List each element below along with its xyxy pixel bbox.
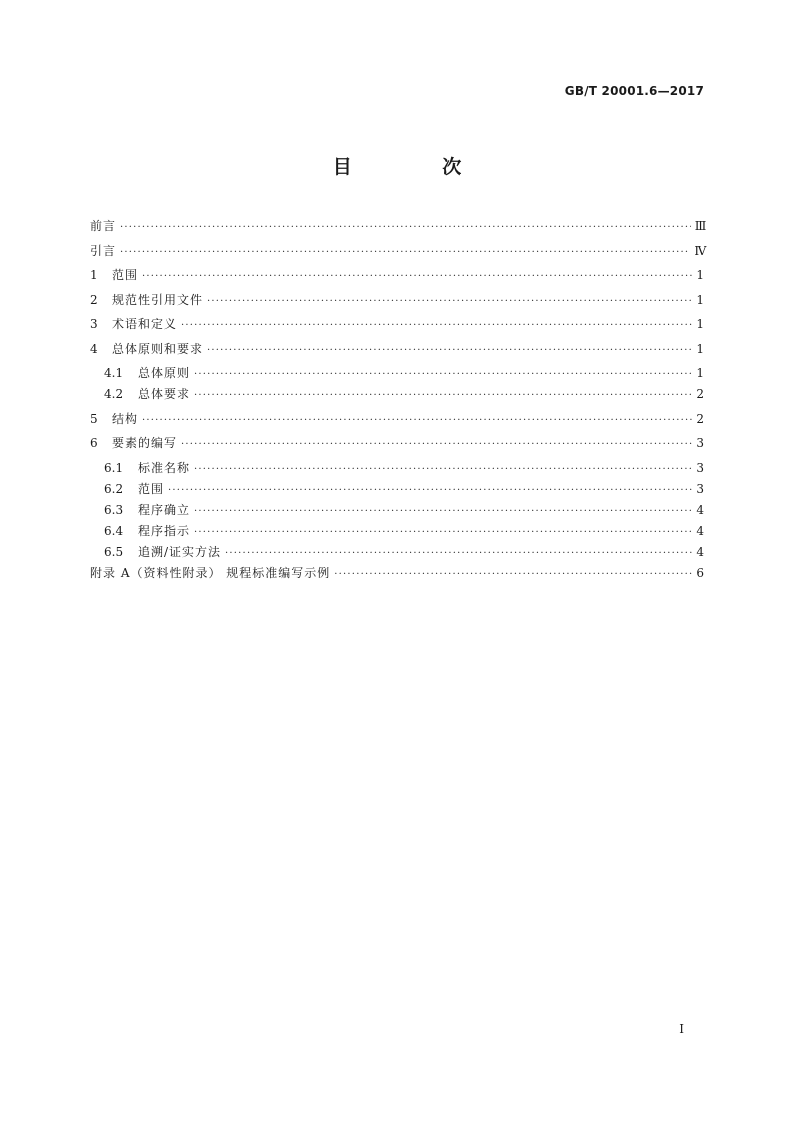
- toc-dot-leader: [120, 242, 690, 263]
- toc-entry-number: 4: [90, 341, 98, 356]
- toc-entry-section-2[interactable]: [90, 290, 704, 311]
- toc-entry-title: 要素的编写: [112, 436, 178, 450]
- toc-entry-title: 总体原则: [138, 366, 191, 380]
- toc-entry-number: 6: [90, 436, 98, 450]
- toc-entry-title: 程序指示: [138, 523, 191, 538]
- toc-entry-title: 总体要求: [138, 387, 191, 401]
- page-number: I: [679, 1022, 684, 1036]
- toc-entry-title: 术语和定义: [112, 317, 178, 331]
- toc-entry-title: 范围: [112, 268, 139, 282]
- toc-entry-section-3[interactable]: [90, 314, 704, 335]
- toc-entry-page: 3: [696, 436, 704, 450]
- toc-entry-section-6-3[interactable]: [90, 500, 704, 521]
- toc-dot-leader: [142, 266, 692, 287]
- toc-entry-page: 3: [696, 460, 704, 475]
- toc-entry-annex-a[interactable]: [90, 563, 704, 584]
- toc-dot-leader: [194, 364, 692, 385]
- toc-entry-foreword[interactable]: [90, 216, 707, 237]
- toc-dot-leader: [194, 501, 692, 522]
- toc-dot-leader: [181, 315, 692, 336]
- toc-dot-leader: [142, 410, 692, 431]
- toc-entry-section-6-5[interactable]: [90, 542, 704, 563]
- toc-entry-page: 6: [696, 565, 704, 580]
- toc-dot-leader: [334, 564, 692, 585]
- toc-entry-section-4-1[interactable]: [90, 363, 704, 384]
- toc-entry-page: 2: [696, 411, 704, 426]
- toc-entry-number: 4.1: [104, 366, 124, 380]
- toc-entry-section-6-2[interactable]: [90, 479, 704, 500]
- toc-entry-number: 4.2: [104, 387, 124, 401]
- toc-entry-page: 1: [696, 268, 704, 282]
- toc-entry-number: 6.4: [104, 523, 124, 538]
- toc-entry-title: 引言: [90, 243, 117, 258]
- toc-dot-leader: [225, 543, 692, 564]
- toc-entry-number: 6.5: [104, 544, 124, 559]
- toc-entry-title: 结构: [112, 411, 139, 426]
- toc-dot-leader: [194, 385, 692, 406]
- toc-entry-page: 1: [696, 366, 704, 380]
- toc-dot-leader: [207, 340, 692, 361]
- toc-entry-title: 标准名称: [138, 460, 191, 475]
- toc-entry-page: 4: [696, 544, 704, 559]
- toc-entry-number: 2: [90, 292, 98, 307]
- toc-entry-number: 6.1: [104, 460, 124, 475]
- toc-entry-section-5[interactable]: [90, 409, 704, 430]
- toc-entry-page: 4: [696, 523, 704, 538]
- toc-entry-title: 前言: [90, 219, 117, 233]
- toc-entry-page: 4: [696, 502, 704, 517]
- toc-entry-title: 附录 A（资料性附录） 规程标准编写示例: [90, 565, 331, 580]
- toc-entry-title: 范围: [138, 481, 165, 496]
- toc-entry-page: 3: [696, 481, 704, 496]
- toc-entry-title: 总体原则和要求: [112, 341, 204, 356]
- toc-dot-leader: [181, 434, 692, 455]
- toc-entry-section-4-2[interactable]: [90, 384, 704, 405]
- toc-dot-leader: [194, 522, 692, 543]
- toc-entry-page: 1: [696, 341, 704, 356]
- toc-entry-page: 1: [696, 292, 704, 307]
- toc-entry-section-1[interactable]: [90, 265, 704, 286]
- toc-entry-page: 1: [696, 317, 704, 331]
- toc-entry-page: Ⅲ: [694, 219, 707, 233]
- toc-entry-number: 3: [90, 317, 98, 331]
- toc-entry-title: 追溯/证实方法: [138, 544, 222, 559]
- toc-entry-number: 6.3: [104, 502, 124, 517]
- toc-entry-title: 规范性引用文件: [112, 292, 204, 307]
- toc-dot-leader: [194, 459, 692, 480]
- toc-dot-leader: [207, 291, 692, 312]
- toc-entry-section-4[interactable]: [90, 339, 704, 360]
- toc-entry-number: 1: [90, 268, 98, 282]
- toc-entry-section-6[interactable]: [90, 433, 704, 454]
- toc-dot-leader: [120, 217, 691, 238]
- toc-entry-page: 2: [696, 387, 704, 401]
- toc-title: 目 次: [332, 156, 504, 178]
- toc-entry-title: 程序确立: [138, 502, 191, 517]
- toc-entry-section-6-4[interactable]: [90, 521, 704, 542]
- toc-entry-section-6-1[interactable]: [90, 458, 704, 479]
- toc-entry-number: 6.2: [104, 481, 124, 496]
- toc-entry-page: Ⅳ: [694, 243, 707, 258]
- standard-number: GB/T 20001.6—2017: [564, 84, 704, 98]
- toc-dot-leader: [168, 480, 692, 501]
- toc-list: [90, 216, 707, 584]
- toc-entry-introduction[interactable]: [90, 241, 707, 262]
- toc-entry-number: 5: [90, 411, 98, 426]
